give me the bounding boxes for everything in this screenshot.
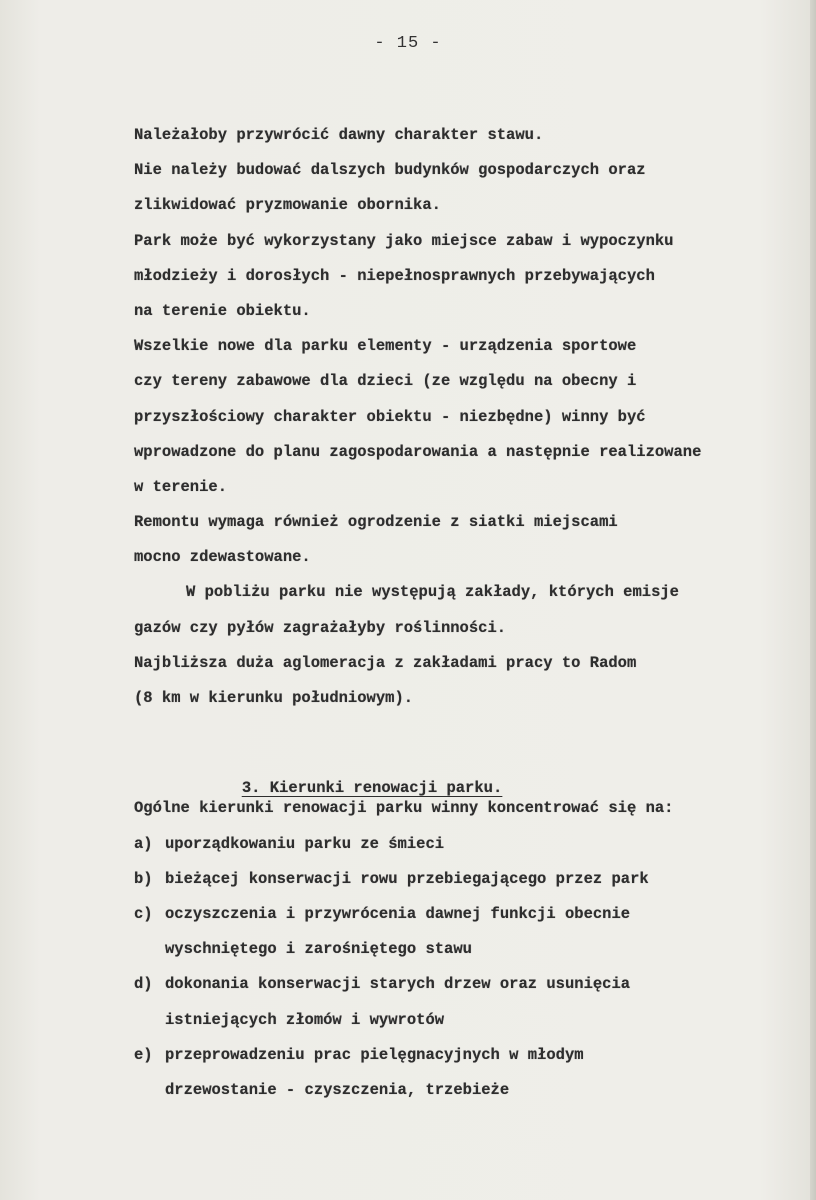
list-item-text: dokonania konserwacji starych drzew oraz usunięcia <box>165 975 631 994</box>
list-item-text: uporządkowaniu parku ze śmieci <box>165 834 445 853</box>
paragraph-line: zlikwidować pryzmowanie obornika. <box>134 196 441 215</box>
list-marker: b) <box>134 869 153 888</box>
list-item-text: oczyszczenia i przywrócenia dawnej funkcji obecnie <box>165 904 631 923</box>
paragraph-line: Nie należy budować dalszych budynków gospodarczych oraz <box>134 161 646 180</box>
paragraph-line: w terenie. <box>134 477 228 496</box>
paragraph-line: młodzieży i dorosłych - niepełnosprawnych przebywających <box>134 266 655 285</box>
paragraph-line: Należałoby przywrócić dawny charakter stawu. <box>134 126 544 144</box>
paragraph-line: na terenie obiektu. <box>134 301 311 320</box>
section-heading: 3. Kierunki renowacji parku. <box>241 779 503 798</box>
list-item-continuation: drzewostanie - czyszczenia, trzebieże <box>165 1080 510 1099</box>
list-marker: e) <box>134 1045 153 1064</box>
paragraph-line: Park może być wykorzystany jako miejsce zabaw i wypoczynku <box>134 231 674 250</box>
list-marker: c) <box>134 904 153 923</box>
paragraph-line: (8 km w kierunku południowym). <box>134 689 414 707</box>
paragraph-line: mocno zdewastowane. <box>134 548 311 567</box>
list-item <box>134 967 794 1002</box>
paragraph-line: Najbliższa duża aglomeracja z zakładami pracy to Radom <box>134 653 637 672</box>
paragraph-line: W pobliżu parku nie występują zakłady, których emisje <box>186 583 679 602</box>
list-item-text: przeprowadzeniu prac pielęgnacyjnych w młodym <box>165 1045 584 1064</box>
page-number: - 15 - <box>374 34 442 53</box>
page-edge-shadow <box>810 0 816 1200</box>
paragraph-line: przyszłościowy charakter obiektu - niezbędne) winny być <box>134 407 646 426</box>
list-item-continuation: wyschniętego i zarośniętego stawu <box>165 940 472 959</box>
paragraph-line: wprowadzone do planu zagospodarowania a następnie realizowane <box>134 442 702 461</box>
list-marker: d) <box>134 975 153 994</box>
list-intro: Ogólne kierunki renowacji parku winny koncentrować się na: <box>134 799 674 818</box>
paragraph-line: czy tereny zabawowe dla dzieci (ze względu na obecny i <box>134 372 637 391</box>
section-heading-row <box>134 736 794 798</box>
list-item <box>134 1038 794 1073</box>
list-item <box>134 897 794 932</box>
list-item <box>134 827 794 862</box>
list-item-text: bieżącej konserwacji rowu przebiegającego przez park <box>165 869 649 888</box>
page-body <box>134 118 794 1108</box>
paragraph-line: Remontu wymaga również ogrodzenie z siatki miejscami <box>134 513 618 532</box>
paragraph-line: gazów czy pyłów zagrażałyby roślinności. <box>134 618 507 637</box>
list-item-continuation: istniejących złomów i wywrotów <box>165 1010 445 1029</box>
list-marker: a) <box>134 834 153 853</box>
list-item <box>134 862 794 897</box>
paragraph-line: Wszelkie nowe dla parku elementy - urządzenia sportowe <box>134 337 637 356</box>
